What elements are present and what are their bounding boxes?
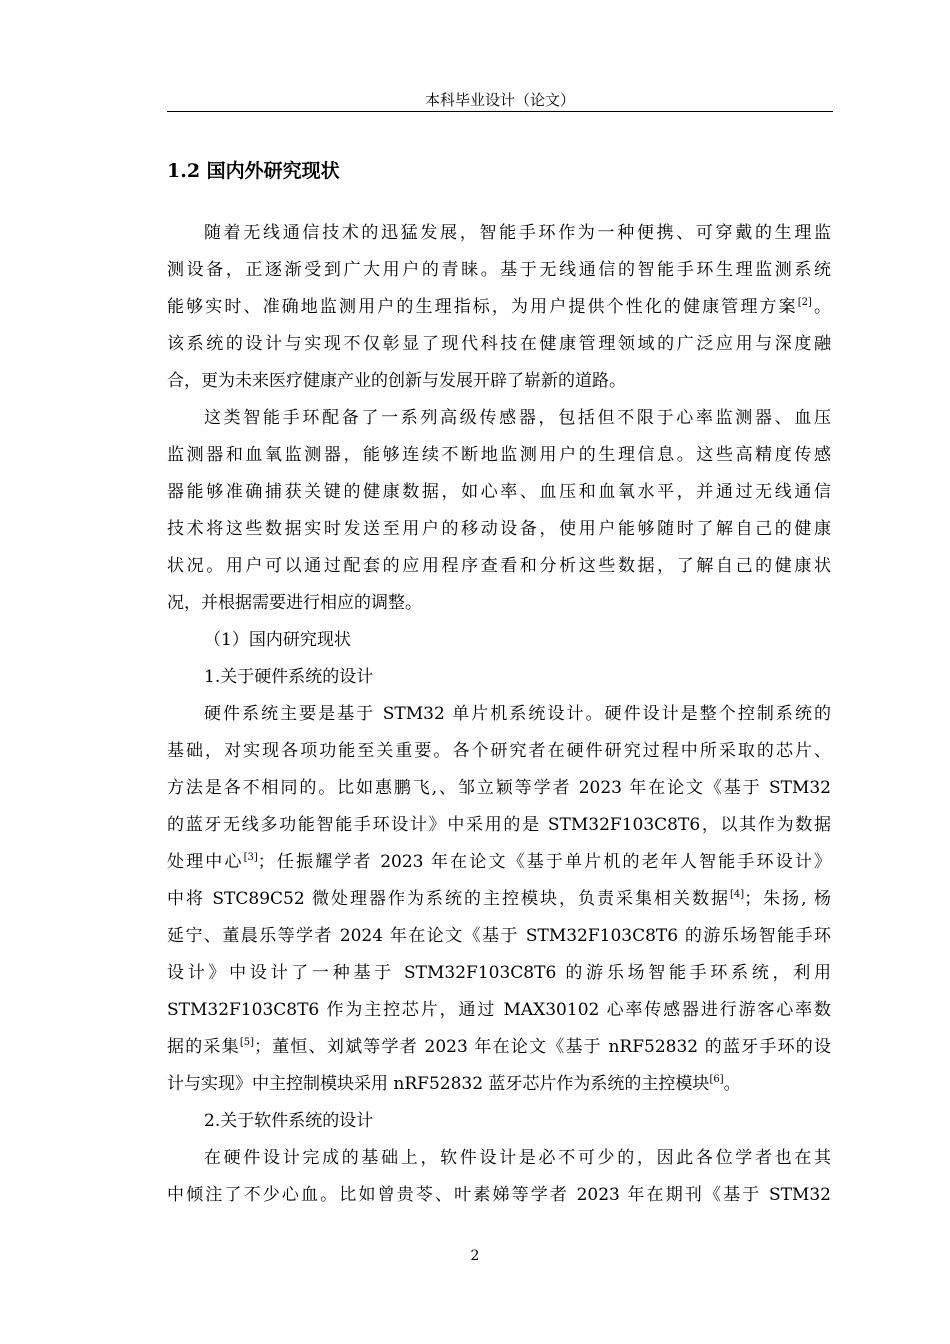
text-line-continuation: 。 [811, 297, 831, 317]
text-line [167, 659, 831, 696]
text-line [167, 992, 831, 1029]
text-line [167, 289, 831, 326]
header-rule [167, 111, 833, 112]
text-line-content: 中将 STC89C52 微处理器作为系统的主控模块，负责采集相关数据 [167, 889, 731, 909]
text-line-content: 该系统的设计与实现不仅彰显了现代科技在健康管理领域的广泛应用与深度融 [167, 334, 831, 354]
text-line-continuation: 。 [723, 1074, 741, 1094]
text-line-content: 2.关于软件系统的设计 [204, 1111, 374, 1131]
text-line-continuation: ；朱扬, 杨 [744, 889, 831, 909]
text-line [167, 918, 831, 955]
text-line [167, 1140, 831, 1177]
text-line [167, 622, 831, 659]
text-line-content: 延宁、董晨乐等学者 2024 年在论文《基于 STM32F103C8T6 的游乐场智能手环 [167, 926, 831, 946]
text-line-content: 这类智能手环配备了一系列高级传感器，包括但不限于心率监测器、血压 [204, 408, 831, 428]
text-line-content: 技术将这些数据实时发送至用户的移动设备，使用户能够随时了解自己的健康 [167, 519, 831, 539]
citation-marker: [5] [239, 1037, 255, 1048]
text-line-continuation: ；任振耀学者 2023 年在论文《基于单片机的老年人智能手环设计》 [257, 852, 831, 872]
text-line-content: 设计》中设计了一种基于 STM32F103C8T6 的游乐场智能手环系统，利用 [167, 963, 831, 983]
text-line [167, 807, 831, 844]
text-line-content: 方法是各不相同的。比如惠鹏飞,、邹立颖等学者 2023 年在论文《基于 STM32 [167, 778, 831, 798]
text-line-content: 随着无线通信技术的迅猛发展，智能手环作为一种便携、可穿戴的生理监 [204, 223, 831, 243]
text-line-content: 况，并根据需要进行相应的调整。 [167, 593, 422, 613]
text-line [167, 1177, 831, 1214]
text-line [167, 881, 831, 918]
text-line-content: 硬件系统主要是基于 STM32 单片机系统设计。硬件设计是整个控制系统的 [204, 704, 831, 724]
text-line [167, 215, 831, 252]
page-number: 2 [470, 1248, 480, 1264]
text-line-content: 基础，对实现各项功能至关重要。各个研究者在硬件研究过程中所采取的芯片、 [167, 741, 831, 761]
text-line-content: 1.关于硬件系统的设计 [204, 667, 374, 687]
text-line [167, 585, 831, 622]
text-line [167, 1066, 831, 1103]
text-line [167, 1103, 831, 1140]
text-line [167, 363, 831, 400]
text-line-content: 测设备，正逐渐受到广大用户的青睐。基于无线通信的智能手环生理监测系统 [167, 260, 831, 280]
text-line-content: （1）国内研究现状 [204, 630, 351, 650]
text-line-content: 在硬件设计完成的基础上，软件设计是必不可少的，因此各位学者也在其 [204, 1148, 831, 1168]
text-line [167, 326, 831, 363]
citation-marker: [2] [797, 297, 812, 308]
page-header: 本科毕业设计（论文） [424, 91, 575, 109]
text-line-content: 器能够准确捕获关键的健康数据，如心率、血压和血氧水平，并通过无线通信 [167, 482, 831, 502]
text-line-content: 的蓝牙无线多功能智能手环设计》中采用的是 STM32F103C8T6，以其作为数据 [167, 815, 831, 835]
text-line-content: 监测器和血氧监测器，能够连续不断地监测用户的生理信息。这些高精度传感 [167, 445, 831, 465]
text-line [167, 400, 831, 437]
text-line [167, 252, 831, 289]
text-line [167, 474, 831, 511]
text-line [167, 844, 831, 881]
text-line [167, 770, 831, 807]
text-line-content: 状况。用户可以通过配套的应用程序查看和分析这些数据，了解自己的健康状 [167, 556, 831, 576]
text-line-continuation: ；董恒、刘斌等学者 2023 年在论文《基于 nRF52832 的蓝牙手环的设 [254, 1037, 831, 1057]
text-line-content: 合，更为未来医疗健康产业的创新与发展开辟了崭新的道路。 [167, 371, 626, 391]
text-line [167, 733, 831, 770]
text-line-content: 中倾注了不少心血。比如曾贵苓、叶素娣等学者 2023 年在期刊《基于 STM32 [167, 1185, 831, 1205]
citation-marker: [3] [243, 852, 258, 863]
text-line [167, 511, 831, 548]
text-line [167, 1029, 831, 1066]
text-line-content: 能够实时、准确地监测用户的生理指标，为用户提供个性化的健康管理方案 [167, 297, 798, 317]
text-line [167, 548, 831, 585]
citation-marker: [4] [730, 889, 745, 900]
text-line [167, 696, 831, 733]
body-text [167, 215, 831, 1214]
text-line-content: 计与实现》中主控制模块采用 nRF52832 蓝牙芯片作为系统的主控模块 [167, 1074, 710, 1094]
text-line [167, 955, 831, 992]
text-line-content: STM32F103C8T6 作为主控芯片，通过 MAX30102 心率传感器进行游客心率数 [167, 1000, 831, 1020]
citation-marker: [6] [709, 1074, 724, 1085]
section-heading: 1.2 国内外研究现状 [167, 160, 340, 182]
text-line-content: 据的采集 [167, 1037, 240, 1057]
text-line [167, 437, 831, 474]
text-line-content: 处理中心 [167, 852, 244, 872]
